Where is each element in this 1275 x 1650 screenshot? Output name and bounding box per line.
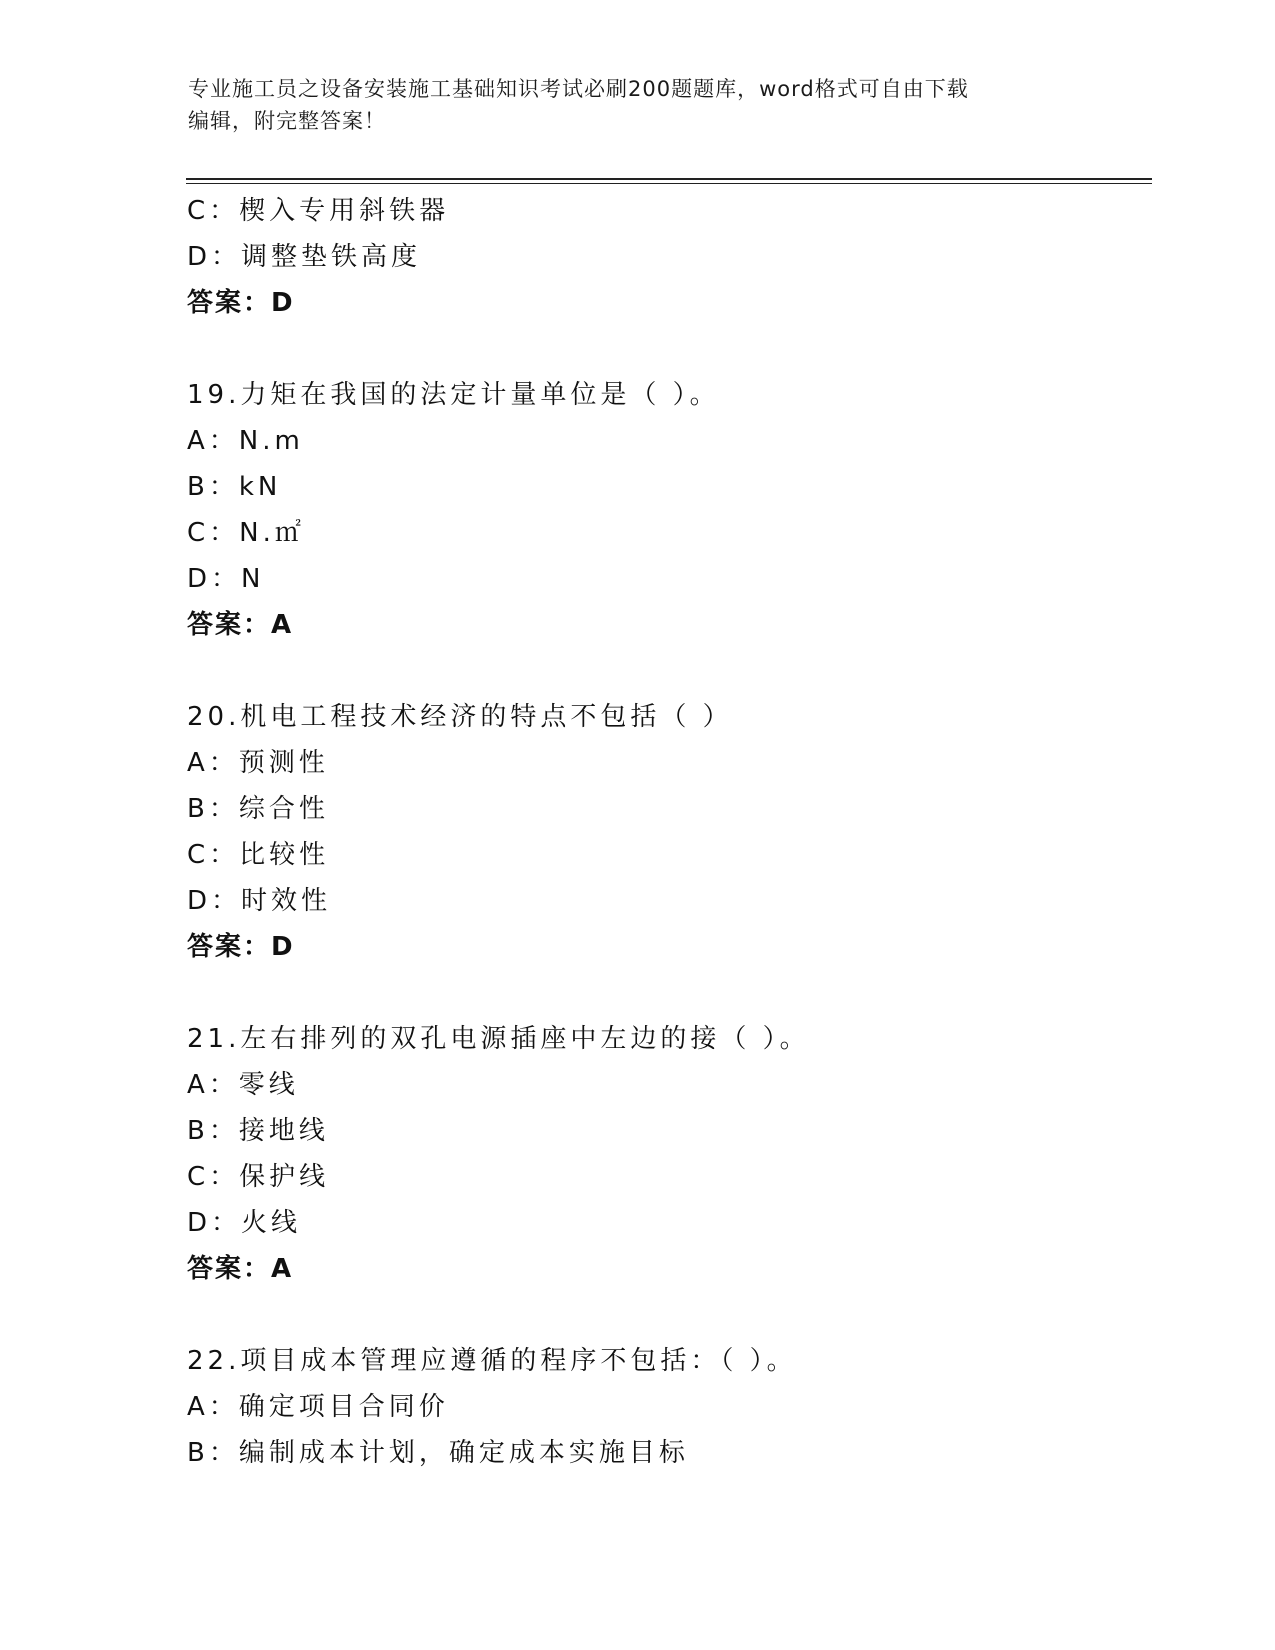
question-19-answer: 答案：A: [187, 610, 294, 640]
question-21-option-d: D：火线: [187, 1208, 302, 1238]
question-20-option-a: A：预测性: [187, 748, 329, 778]
question-22-option-a: A：确定项目合同价: [187, 1392, 449, 1422]
spacer: [187, 648, 1147, 694]
header-divider-thin: [186, 183, 1152, 184]
spacer: [187, 1292, 1147, 1338]
question-19-option-c: C：N.㎡: [187, 518, 305, 548]
question-21-answer: 答案：A: [187, 1254, 294, 1284]
question-21-option-b: B：接地线: [187, 1116, 329, 1146]
question-21-option-c: C：保护线: [187, 1162, 330, 1192]
question-22-option-b: B：编制成本计划，确定成本实施目标: [187, 1438, 689, 1468]
document-header: [188, 73, 1078, 137]
question-20-option-d: D：时效性: [187, 886, 332, 916]
question-19-option-b: B：kN: [187, 472, 282, 502]
question-20-option-c: C：比较性: [187, 840, 330, 870]
question-list: [187, 188, 1147, 1476]
question-20-answer: 答案：D: [187, 932, 295, 962]
question-19-option-d: D：N: [187, 564, 265, 594]
header-title-line-1: 专业施工员之设备安装施工基础知识考试必刷200题题库，word格式可自由下载: [188, 77, 969, 101]
question-21-text: 21.左右排列的双孔电源插座中左边的接（ ）。: [187, 1024, 810, 1054]
header-divider-thick: [186, 178, 1152, 180]
spacer: [187, 970, 1147, 1016]
question-19-option-a: A：N.m: [187, 426, 304, 456]
question-20-text: 20.机电工程技术经济的特点不包括（ ）: [187, 702, 733, 732]
question-20-option-b: B：综合性: [187, 794, 329, 824]
option-c: C：楔入专用斜铁器: [187, 196, 450, 226]
spacer: [187, 326, 1147, 372]
question-19-text: 19.力矩在我国的法定计量单位是（ ）。: [187, 380, 720, 410]
question-22-text: 22.项目成本管理应遵循的程序不包括：（ ）。: [187, 1346, 797, 1376]
question-21-option-a: A：零线: [187, 1070, 299, 1100]
option-d: D：调整垫铁高度: [187, 242, 422, 272]
header-title-line-2: 编辑，附完整答案！: [188, 109, 386, 133]
answer-line: 答案：D: [187, 288, 295, 318]
